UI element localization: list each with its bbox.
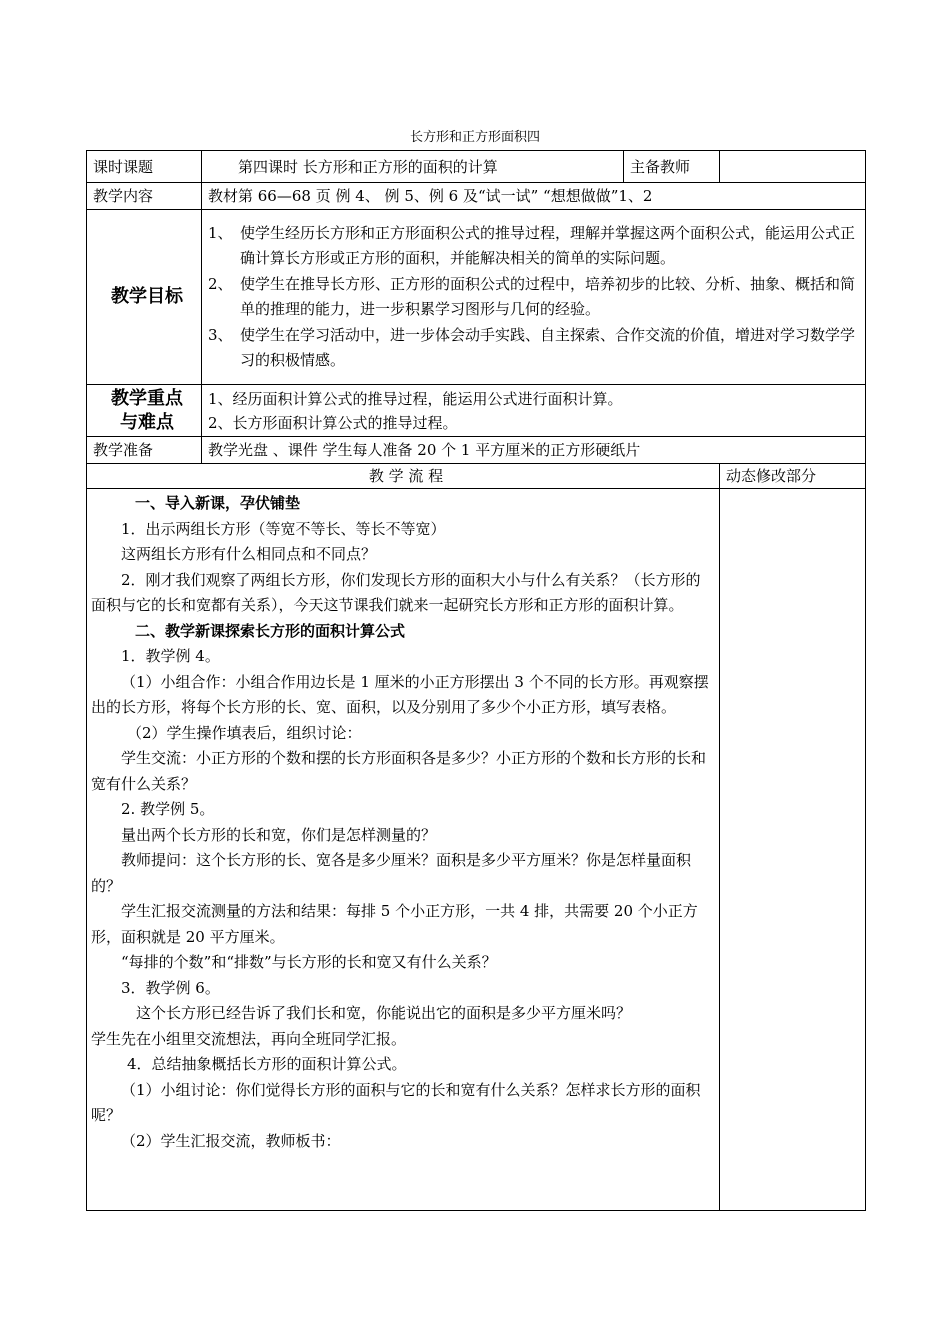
flow-paragraph: “每排的个数”和“排数”与长方形的长和宽又有什么关系？ bbox=[121, 953, 497, 971]
flow-paragraph: （1）小组合作：小组合作用边长是 1 厘米的小正方形摆出 3 个不同的长方形。再观察摆出的长方形，将每个长方形的长、宽、面积，以及分别用了多少个小正方形，填写表格。 bbox=[91, 672, 709, 716]
keypoints-row bbox=[87, 385, 866, 437]
flow-section-heading: 二、教学新课探索长方形的面积计算公式 bbox=[135, 621, 406, 640]
content-label: 教学内容 bbox=[87, 183, 202, 210]
lesson-label: 课时课题 bbox=[87, 151, 202, 183]
flow-header-left: 教 学 流 程 bbox=[87, 464, 720, 489]
prep-value: 教学光盘 、课件 学生每人准备 20 个 1 平方厘米的正方形硬纸片 bbox=[202, 437, 866, 464]
keypoint-item: 1、经历面积计算公式的推导过程，能运用公式进行面积计算。 bbox=[208, 389, 623, 408]
flow-paragraph: 这两组长方形有什么相同点和不同点？ bbox=[121, 545, 377, 563]
flow-paragraph: 学生汇报交流测量的方法和结果：每排 5 个小正方形，一共 4 排，共需要 20 个小正方形，面积就是 20 平方厘米。 bbox=[91, 902, 698, 946]
flow-paragraph: （1）小组讨论：你们觉得长方形的面积与它的长和宽有什么关系？怎样求长方形的面积呢？ bbox=[91, 1080, 701, 1124]
flow-paragraph: 1．出示两组长方形（等宽不等长、等长不等宽） bbox=[121, 519, 446, 538]
flow-paragraph: 4．总结抽象概括长方形的面积计算公式。 bbox=[127, 1055, 407, 1073]
content-value: 教材第 66—68 页 例 4、 例 5、例 6 及“试一试” “想想做做”1、2 bbox=[202, 183, 866, 210]
keypoints-label: 教学重点 与难点 bbox=[87, 385, 202, 437]
flow-content bbox=[87, 489, 720, 1211]
content-row bbox=[87, 183, 866, 210]
objective-item: 2、 使学生在推导长方形、正方形的面积公式的过程中，培养初步的比较、分析、抽象、概括和简单的推理的能力，进一步积累学习图形与几何的经验。 bbox=[208, 274, 856, 318]
objective-item: 1、 使学生经历长方形和正方形面积公式的推导过程，理解并掌握这两个面积公式，能运用公式正确计算长方形或正方形的面积，并能解决相关的简单的实际问题。 bbox=[208, 223, 856, 267]
prep-row bbox=[87, 437, 866, 464]
dynamic-notes-cell bbox=[720, 489, 866, 1211]
flow-header-right: 动态修改部分 bbox=[720, 464, 866, 489]
flow-paragraph: （2）学生汇报交流，教师板书： bbox=[121, 1131, 341, 1150]
teacher-label: 主备教师 bbox=[624, 151, 720, 183]
objectives-label: 教学目标 bbox=[87, 210, 202, 385]
flow-text bbox=[91, 491, 715, 1154]
objective-item: 3、 使学生在学习活动中，进一步体会动手实践、自主探索、合作交流的价值，增进对学习数学学习的积极情感。 bbox=[208, 325, 856, 369]
flow-body-row bbox=[87, 489, 866, 1211]
keypoints-cell bbox=[202, 385, 866, 437]
flow-header-row bbox=[87, 464, 866, 489]
flow-paragraph: 这个长方形已经告诉了我们长和宽，你能说出它的面积是多少平方厘米吗？ bbox=[136, 1004, 632, 1022]
keypoint-item: 2、长方形面积计算公式的推导过程。 bbox=[208, 413, 458, 432]
objectives-cell bbox=[202, 210, 866, 385]
flow-paragraph: 2. 教学例 5。 bbox=[121, 800, 215, 818]
flow-paragraph: 1．教学例 4。 bbox=[121, 647, 220, 665]
flow-section-heading: 一、导入新课，孕伏铺垫 bbox=[135, 494, 301, 512]
prep-label: 教学准备 bbox=[87, 437, 202, 464]
flow-paragraph: 3．教学例 6。 bbox=[121, 978, 220, 997]
lesson-row bbox=[87, 151, 866, 183]
flow-paragraph: 学生先在小组里交流想法，再向全班同学汇报。 bbox=[91, 1029, 407, 1048]
lesson-value: 第四课时 长方形和正方形的面积的计算 bbox=[202, 151, 624, 183]
flow-paragraph: 学生交流：小正方形的个数和摆的长方形面积各是多少？小正方形的个数和长方形的长和宽有什么关系？ bbox=[91, 749, 707, 793]
objectives-row bbox=[87, 210, 866, 385]
lesson-plan-table bbox=[86, 150, 866, 1211]
document-title: 长方形和正方形面积四 bbox=[409, 130, 540, 145]
flow-paragraph: （2）学生操作填表后，组织讨论： bbox=[127, 723, 362, 742]
flow-paragraph: 教师提问：这个长方形的长、宽各是多少厘米？面积是多少平方厘米？你是怎样量面积的？ bbox=[91, 851, 692, 895]
flow-paragraph: 量出两个长方形的长和宽，你们是怎样测量的？ bbox=[121, 825, 437, 844]
flow-paragraph: 2．刚才我们观察了两组长方形，你们发现长方形的面积大小与什么有关系？（长方形的面积与它的长和宽都有关系），今天这节课我们就来一起研究长方形和正方形的面积计算。 bbox=[91, 570, 701, 614]
teacher-value bbox=[720, 151, 866, 183]
